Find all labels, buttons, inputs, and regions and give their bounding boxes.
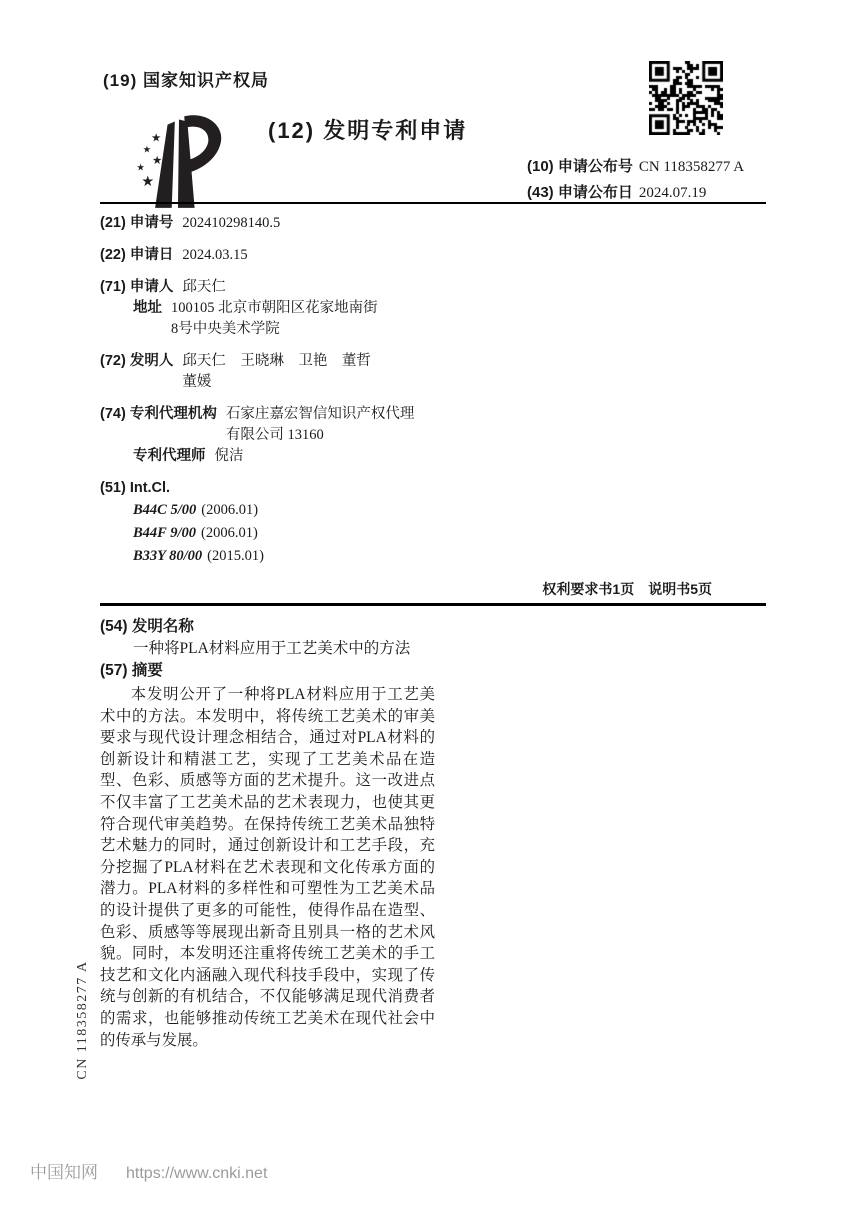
ipc-entry: [133, 545, 446, 568]
inventors-field: [100, 351, 446, 393]
invention-title: 一种将PLA材料应用于工艺美术中的方法: [133, 640, 411, 657]
pages-note: 权利要求书1页 说明书5页: [542, 581, 712, 597]
publication-number-line: [527, 154, 744, 180]
agent-field: [133, 446, 446, 467]
qr-code: [649, 61, 723, 135]
ipc-field: [100, 478, 446, 499]
agency-value: 石家庄嘉宏智信知识产权代理有限公司 13160: [225, 406, 415, 443]
publication-info-block: [527, 154, 744, 206]
svg-text:★: ★: [136, 163, 145, 174]
agency-label: (74) 专利代理机构: [100, 406, 217, 422]
invention-title-label: (54) 发明名称: [100, 618, 194, 635]
cnki-url: https://www.cnki.net: [126, 1165, 268, 1182]
svg-text:★: ★: [152, 155, 163, 168]
filing-date-label: (22) 申请日: [100, 247, 174, 263]
applicant-field: [100, 277, 446, 298]
cnki-brand: 中国知网: [30, 1163, 98, 1182]
ipc-list: [133, 499, 446, 568]
ipc-label: (51) Int.Cl.: [100, 480, 171, 496]
svg-text:★: ★: [150, 132, 162, 145]
patent-office-line: (19) 国家知识产权局: [103, 71, 269, 90]
ipc-code: B33Y 80/00: [133, 548, 203, 564]
applicant-value: 邱天仁: [182, 279, 226, 295]
agent-value: 倪洁: [214, 448, 244, 464]
abstract-label: (57) 摘要: [100, 662, 163, 679]
ipc-code: B44C 5/00: [133, 502, 197, 518]
title-section: [100, 616, 600, 682]
svg-text:★: ★: [142, 145, 151, 156]
publication-number-value: CN 118358277 A: [638, 159, 745, 175]
ipc-year: (2006.01): [201, 502, 259, 518]
agency-field: [100, 404, 446, 446]
applicant-label: (71) 申请人: [100, 279, 174, 295]
agent-label: 专利代理师: [133, 448, 206, 464]
header-divider-rule: [100, 202, 766, 204]
ipc-year: (2015.01): [207, 548, 264, 564]
publication-date-value: 2024.07.19: [638, 185, 707, 201]
ipc-entry: [133, 499, 446, 522]
cnki-watermark: [30, 1158, 267, 1183]
application-number-label: (21) 申请号: [100, 215, 174, 231]
abstract-text: 本发明公开了一种将PLA材料应用于工艺美术中的方法。本发明中，将传统工艺美术的审美要求与现代设计理念相结合，通过对PLA材料的创新设计和精湛工艺，实现了工艺美术品在造型、色彩、质感等方面的艺术提升。这一改进点不仅丰富了工艺美术品的艺术表现力，也使其更符合现代审美趋势。在保持传统工艺美术品独特艺术魅力的同时，通过创新设计和工艺手段，充分挖掘了PLA材料在艺术表现和文化传承方面的潜力。PLA材料的多样性和可塑性为工艺美术品的设计提供了更多的可能性，使得作品在造型、色彩、质感等等展现出新奇且别具一格的艺术风貌。同时，本发明还注重将传统工艺美术的手工技艺和文化内涵融入现代科技手段中，实现了传统与创新的有机结合，不仅能够满足现代消费者的需求，也能够推动传统工艺美术在现代社会中的传承与发展。: [100, 686, 435, 1049]
ipc-entry: [133, 522, 446, 545]
application-number-field: [100, 213, 446, 234]
svg-text:★: ★: [141, 174, 155, 190]
cnipa-logo-icon: [126, 108, 232, 212]
address-value: 100105 北京市朝阳区花家地南街8号中央美术学院: [171, 300, 378, 337]
bibliographic-data: [100, 213, 446, 568]
publication-date-label: (43) 申请公布日: [527, 184, 633, 201]
document-type-title: (12) 发明专利申请: [268, 118, 468, 143]
filing-date-value: 2024.03.15: [182, 247, 248, 263]
application-number-value: 202410298140.5: [182, 215, 281, 231]
ipc-year: (2006.01): [200, 525, 258, 541]
sidebar-publication-number: CN 118358277 A: [75, 960, 90, 1080]
inventors-value: 邱天仁 王晓琳 卫艳 董哲 董媛: [182, 353, 386, 390]
ipc-code: B44F 9/00: [133, 525, 196, 541]
applicant-address-field: [133, 298, 446, 340]
publication-number-label: (10) 申请公布号: [527, 158, 633, 175]
inventors-label: (72) 发明人: [100, 353, 174, 369]
address-label: 地址: [133, 300, 162, 316]
section-divider-rule: [100, 603, 766, 606]
filing-date-field: [100, 245, 446, 266]
